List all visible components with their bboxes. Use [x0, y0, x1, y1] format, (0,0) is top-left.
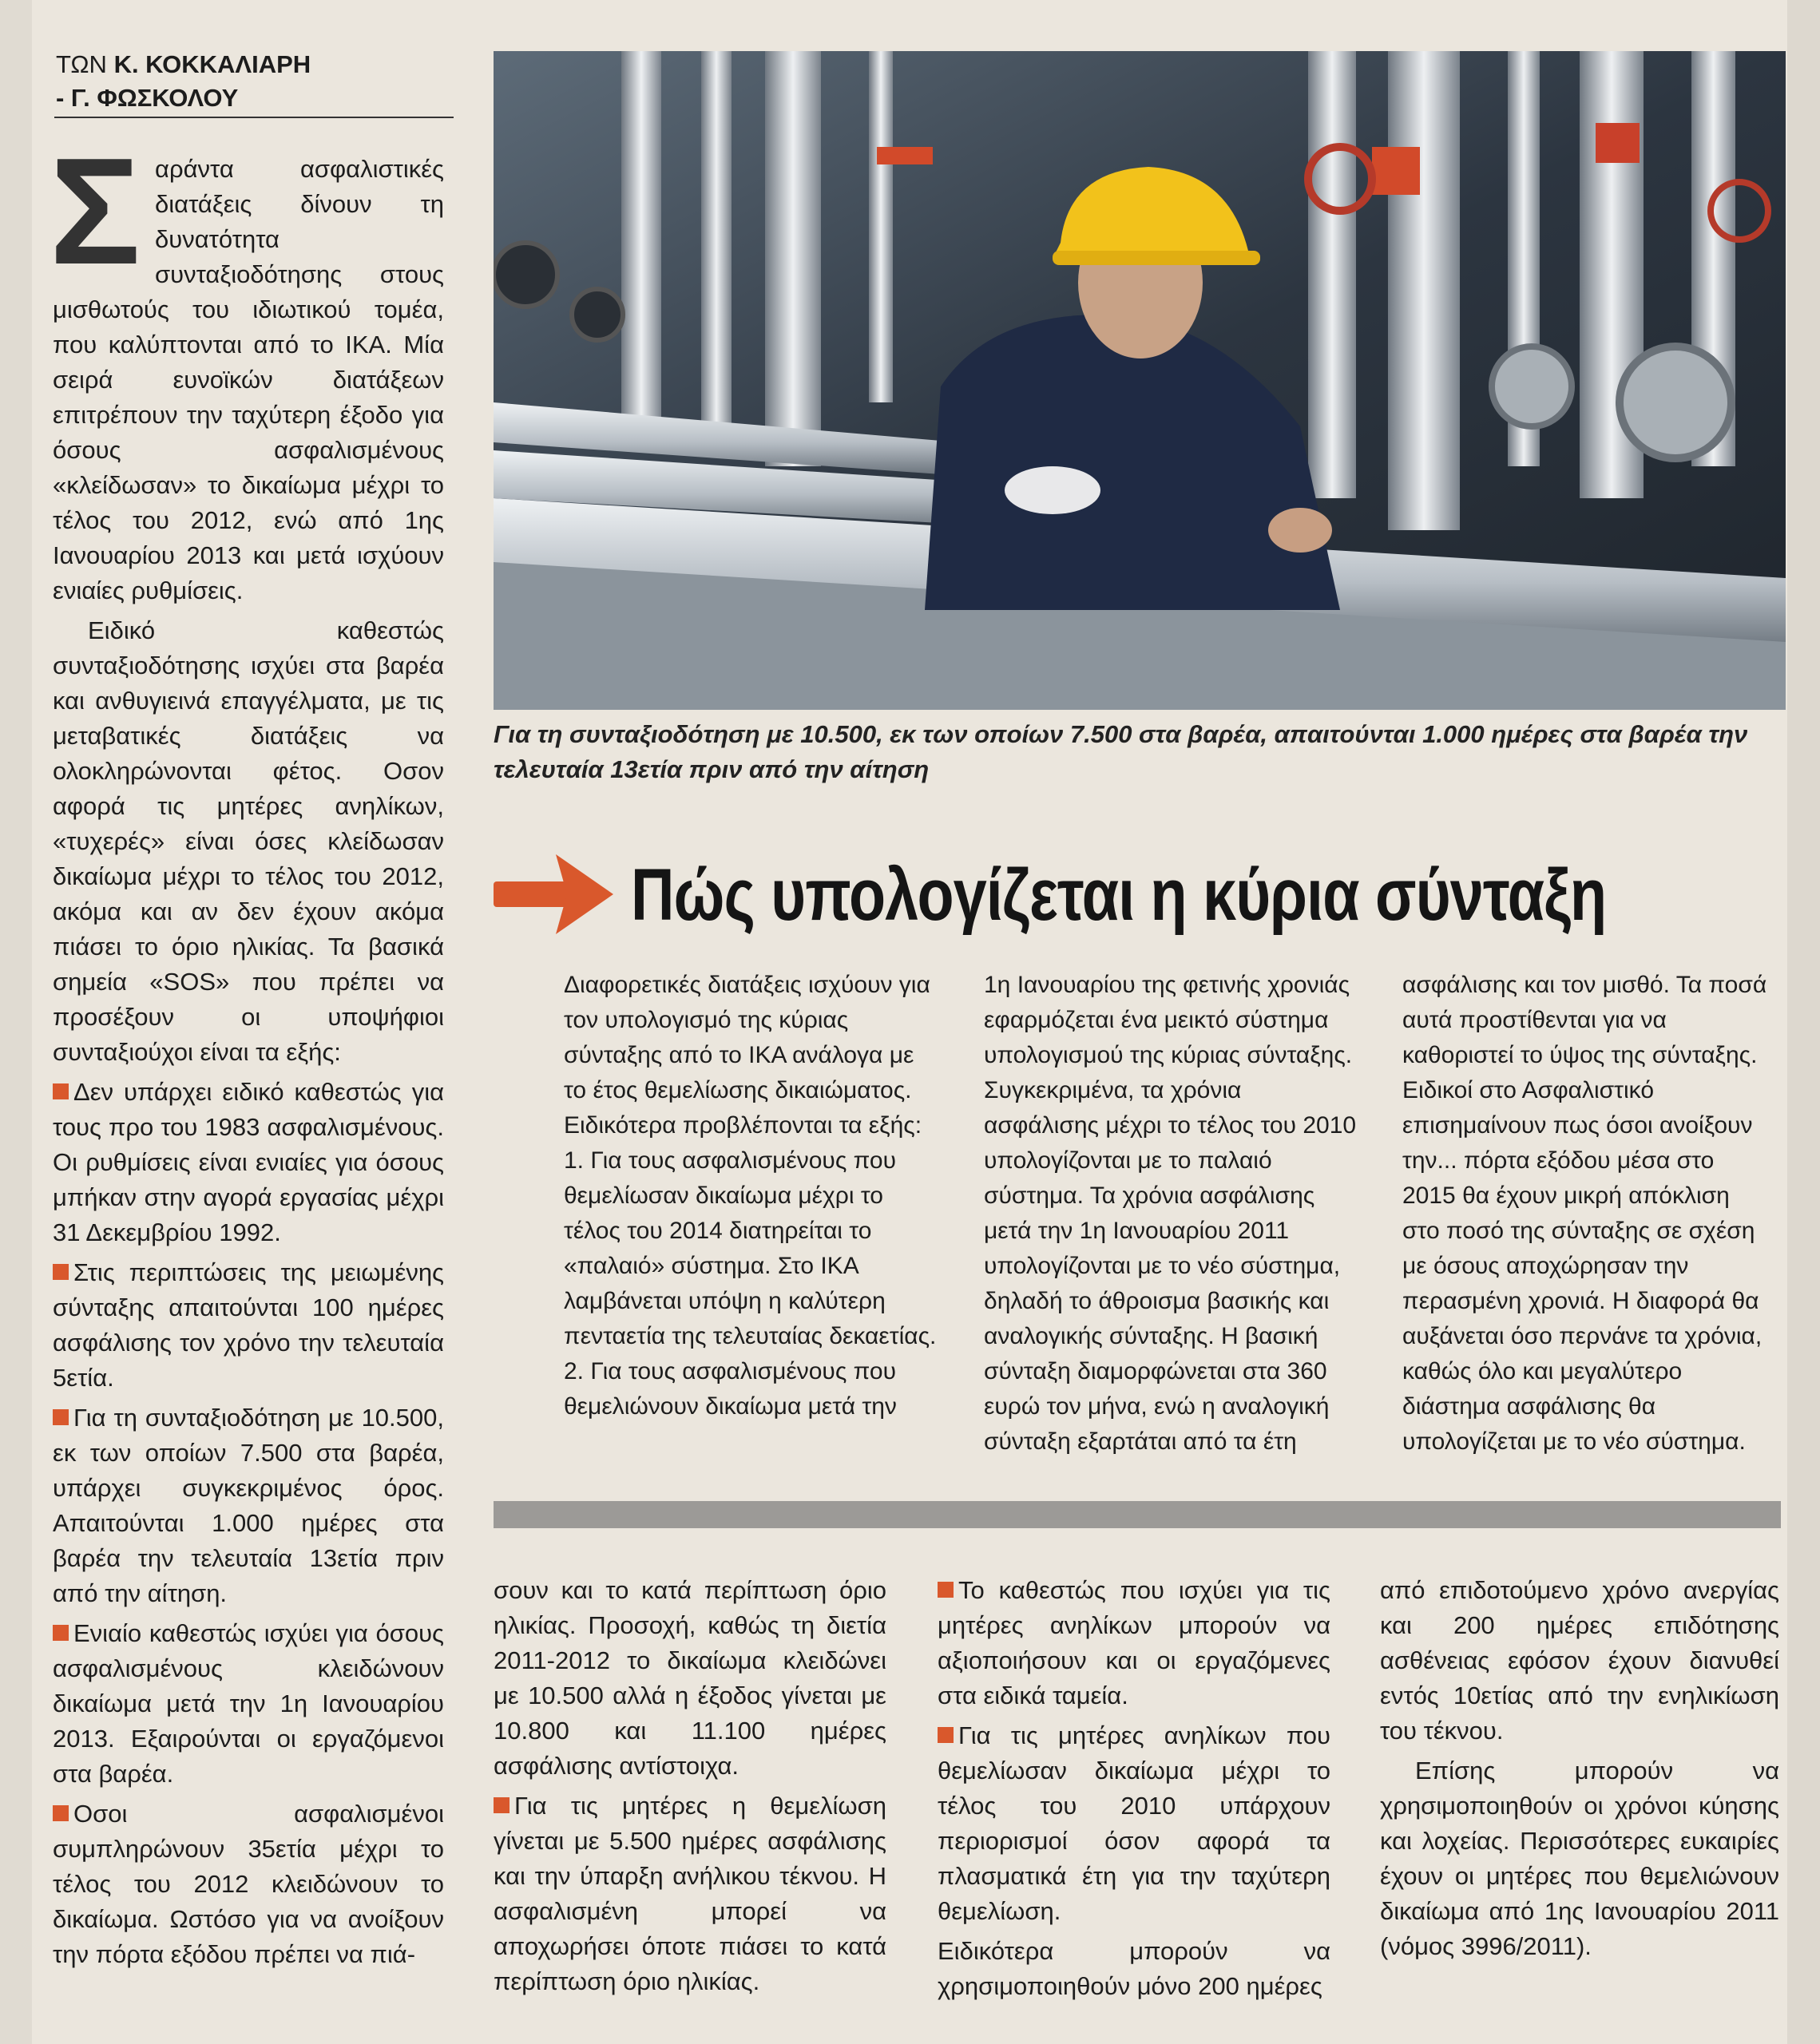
- box-headline: Πώς υπολογίζεται η κύρια σύνταξη: [631, 854, 1607, 936]
- lower-c3-bullet-1: [938, 1573, 1330, 1713]
- lower-c3-paragraph: Ειδικότερα μπορούν να χρησιμοποιηθούν μόνο 200 ημέρες: [938, 1937, 1330, 2000]
- box-col1-item2: 2. Για τους ασφαλισμένους που θεμελιώνουν δικαίωμα μετά την: [564, 1358, 897, 1420]
- intro-bullet-2: [53, 1255, 444, 1396]
- intro-p1-text: αράντα ασφαλιστικές διατάξεις δίνουν τη δυνατότητα συνταξιοδότησης στους μισθωτούς του ιδιωτικού τομέα, που καλύπτονται από το ΙΚΑ. Μία σειρά ευνοϊκών διατάξεων επιτρέπουν την ταχύτερη έξοδο για όσους ασφαλισμένους «κλείδωσαν» το δικαίωμα μέχρι το τέλος του 2012, ενώ από 1ης Ιανουαρίου 2013 και μετά ισχύουν ενιαίες ρυθμίσεις.: [53, 155, 444, 604]
- page-edge-left: [0, 0, 32, 2044]
- byline: [56, 48, 455, 115]
- square-bullet-icon: [53, 1083, 69, 1099]
- square-bullet-icon: [494, 1797, 510, 1813]
- worker-photo: [494, 51, 1786, 710]
- page-edge-right: [1787, 0, 1820, 2044]
- square-bullet-icon: [53, 1805, 69, 1821]
- lower-c3-bullet-2: [938, 1718, 1330, 1929]
- byline-author1: Κ. ΚΟΚΚΑΛΙΑΡΗ: [113, 50, 311, 78]
- lower-c4-paragraph-1: από επιδοτούμενο χρόνο ανεργίας και 200 ημέρες επιδότησης ασθένειας εφόσον έχουν διανυθεί εντός 10ετίας από την ενηλικίωση του τέκνου.: [1380, 1576, 1779, 1745]
- square-bullet-icon: [53, 1625, 69, 1641]
- byline-prefix: ΤΩΝ: [56, 50, 107, 78]
- square-bullet-icon: [53, 1264, 69, 1280]
- intro-bullet-2-text: Στις περιπτώσεις της μειωμένης σύνταξης απαιτούνται 100 ημέρες ασφάλισης τον χρόνο την τελευταία 5ετία.: [53, 1258, 444, 1392]
- dropcap: Σ: [50, 127, 141, 296]
- box-col2-text: 1η Ιανουαρίου της φετινής χρονιάς εφαρμόζεται ένα μεικτό σύστημα υπολογισμού της κύριας σύνταξης. Συγκεκριμένα, τα χρόνια ασφάλισης μέχρι το τέλος του 2010 υπολογίζονται με το παλαιό σύστημα. Τα χρόνια ασφάλισης μετά την 1η Ιανουαρίου 2011 υπολογίζονται με το νέο σύστημα, δηλαδή το άθροισμα βασικής και αναλογικής σύνταξης. Η βασική σύνταξη διαμορφώνεται στα 360 ευρώ τον μήνα, ενώ η αναλογική σύνταξη εξαρτάται από τα έτη: [984, 972, 1357, 1455]
- box-column-1: [564, 968, 939, 1424]
- lower-column-2: [494, 1573, 886, 1999]
- intro-bullet-4: [53, 1616, 444, 1792]
- photo-caption: Για τη συνταξιοδότηση με 10.500, εκ των οποίων 7.500 στα βαρέα, απαιτούνται 1.000 ημέρες στα βαρέα την τελευταία 13ετία πριν από την αίτηση: [494, 720, 1748, 783]
- lower-c3-bullet-2-text: Για τις μητέρες ανηλίκων που θεμελίωσαν δικαίωμα μέχρι το τέλος του 2010 υπάρχουν περιορισμοί όσον αφορά τα πλασματικά έτη για την ταχύτερη θεμελίωση.: [938, 1721, 1330, 1925]
- intro-paragraph-2: Ειδικό καθεστώς συνταξιοδότησης ισχύει στα βαρέα και ανθυγιεινά επαγγέλματα, με τις μεταβατικές διατάξεις να ολοκληρώνονται φέτος. Οσον αφορά τις μητέρες ανηλίκων, «τυχερές» είναι όσες κλείδωσαν δικαίωμα μέχρι το τέλος του 2012, ακόμα και αν δεν έχουν ακόμα πιάσει το όριο ηλικίας. Τα βασικά σημεία «SOS» που πρέπει να προσέξουν οι υποψήφιοι συνταξιούχοι είναι τα εξής:: [53, 616, 444, 1066]
- intro-bullet-4-text: Ενιαίο καθεστώς ισχύει για όσους ασφαλισμένους κλειδώνουν δικαίωμα μετά την 1η Ιανουαρίου 2013. Εξαιρούνται οι εργαζόμενοι στα βαρέα.: [53, 1619, 444, 1788]
- box-col3-text: ασφάλισης και τον μισθό. Τα ποσά αυτά προστίθενται για να καθοριστεί το ύψος της σύνταξης. Ειδικοί στο Ασφαλιστικό επισημαίνουν πως όσοι ανοίξουν την... πόρτα εξόδου μέσα στο 2015 θα έχουν μικρή απόκλιση στο ποσό της σύνταξης σε σχέση με όσους αποχώρησαν την περασμένη χρονιά. Η διαφορά θα αυξάνεται όσο περνάνε τα χρόνια, καθώς όλο και μεγαλύτερο διάστημα ασφάλισης θα υπολογίζεται με το νέο σύστημα.: [1402, 972, 1767, 1455]
- intro-bullet-3: [53, 1400, 444, 1611]
- lower-c2-bullet: [494, 1788, 886, 1999]
- intro-bullet-1: [53, 1075, 444, 1250]
- lower-c2-bullet-text: Για τις μητέρες η θεμελίωση γίνεται με 5.500 ημέρες ασφάλισης και την ύπαρξη ανήλικου τέκνου. Η ασφαλισμένη μπορεί να αποχωρήσει όποτε πιάσει το κατά περίπτωση όριο ηλικίας.: [494, 1792, 886, 1995]
- box-col1-item1: 1. Για τους ασφαλισμένους που θεμελίωσαν δικαίωμα μέχρι το τέλος του 2014 διατηρείται το «παλαιό» σύστημα. Στο ΙΚΑ λαμβάνεται υπόψη η καλύτερη πενταετία της τελευταίας δεκαετίας.: [564, 1147, 937, 1349]
- byline-divider: [54, 117, 454, 118]
- box-column-2: [984, 968, 1359, 1460]
- intro-paragraph-1: [50, 127, 444, 608]
- lower-column-4: [1380, 1573, 1779, 1964]
- intro-bullet-3-text: Για τη συνταξιοδότηση με 10.500, εκ των οποίων 7.500 στα βαρέα, υπάρχει συγκεκριμένος όρος. Απαιτούνται 1.000 ημέρες στα βαρέα την τελευταία 13ετία πριν από την αίτηση.: [53, 1404, 444, 1607]
- square-bullet-icon: [53, 1409, 69, 1425]
- arrow-right-icon: [494, 846, 621, 942]
- lower-c4-paragraph-2: Επίσης μπορούν να χρησιμοποιηθούν οι χρόνοι κύησης και λοχείας. Περισσότερες ευκαιρίες έχουν οι μητέρες που θεμελιώνουν δικαίωμα από 1ης Ιανουαρίου 2011 (νόμος 3996/2011).: [1380, 1757, 1779, 1960]
- byline-author2: - Γ. ΦΩΣΚΟΛΟΥ: [56, 84, 239, 112]
- intro-column: [50, 127, 444, 1972]
- lower-c3-bullet-1-text: Το καθεστώς που ισχύει για τις μητέρες ανηλίκων μπορούν να αξιοποιήσουν και οι εργαζόμενες στα ειδικά ταμεία.: [938, 1576, 1330, 1709]
- section-divider-band: [494, 1501, 1781, 1528]
- intro-bullet-1-text: Δεν υπάρχει ειδικό καθεστώς για τους προ του 1983 ασφαλισμένους. Οι ρυθμίσεις είναι ενιαίες για όσους μπήκαν στην αγορά εργασίας μέχρι 31 Δεκεμβρίου 1992.: [53, 1078, 444, 1246]
- square-bullet-icon: [938, 1727, 954, 1743]
- lower-column-3: [938, 1573, 1330, 2004]
- lower-c2-paragraph: σουν και το κατά περίπτωση όριο ηλικίας. Προσοχή, καθώς τη διετία 2011-2012 το δικαίωμα κλειδώνει με 10.500 αλλά η έξοδος γίνεται με 10.800 και 11.100 ημέρες ασφάλισης αντίστοιχα.: [494, 1576, 886, 1780]
- intro-bullet-5-text: Οσοι ασφαλισμένοι συμπληρώνουν 35ετία μέχρι το τέλος του 2012 κλειδώνουν το δικαίωμα. Ωστόσο για να ανοίξουν την πόρτα εξόδου πρέπει να πιά-: [53, 1800, 444, 1968]
- box-column-3: [1402, 968, 1773, 1460]
- intro-bullet-5: [53, 1796, 444, 1972]
- box-col1-intro: Διαφορετικές διατάξεις ισχύουν για τον υπολογισμό της κύριας σύνταξης από το ΙΚΑ ανάλογα με το έτος θεμελίωσης δικαιώματος. Ειδικότερα προβλέπονται τα εξής:: [564, 972, 930, 1139]
- square-bullet-icon: [938, 1582, 954, 1598]
